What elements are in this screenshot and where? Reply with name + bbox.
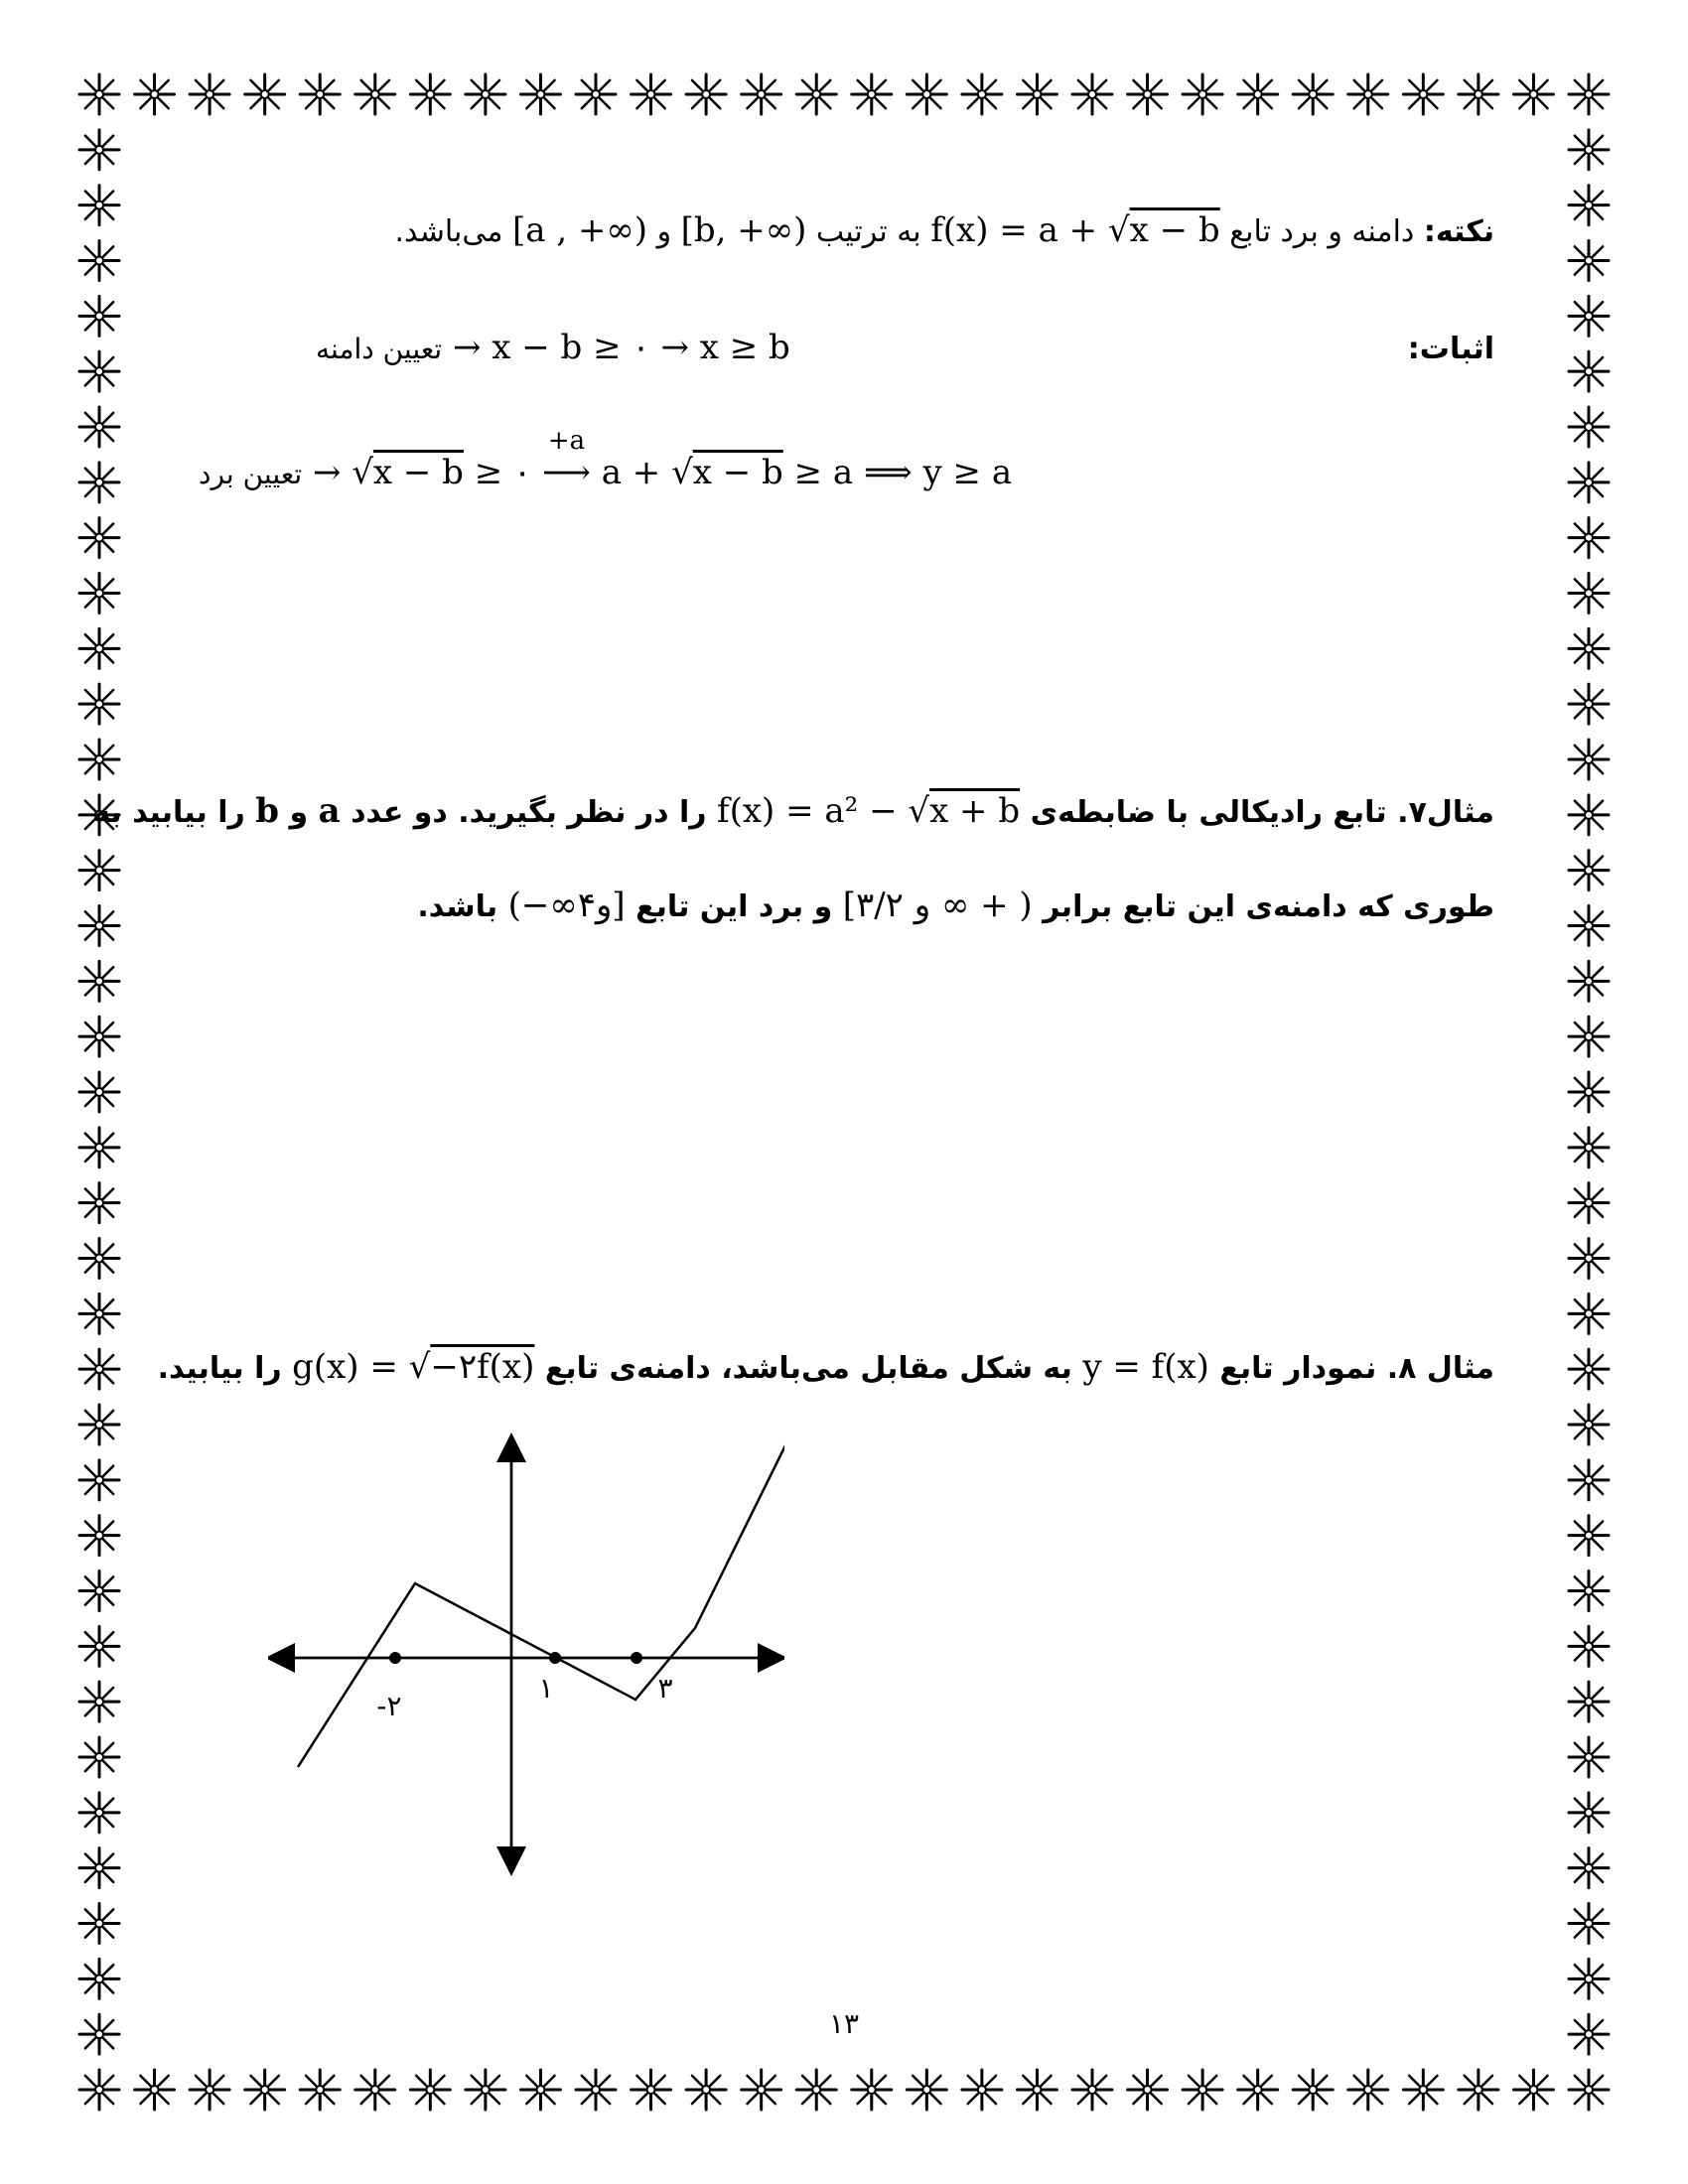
- border-star-icon: [962, 74, 1002, 114]
- border-star-icon: [79, 1294, 119, 1333]
- intercept-point-3: [631, 1652, 642, 1664]
- tick-label-minus-2: -۲: [376, 1690, 402, 1722]
- border-star-icon: [79, 74, 119, 114]
- border-star-icon: [742, 2070, 781, 2110]
- border-star-icon: [1569, 1183, 1609, 1223]
- proof-range-step-1: → √x − b ≥ ۰: [312, 453, 532, 492]
- border-star-icon: [1403, 74, 1443, 114]
- border-star-icon: [1569, 1017, 1609, 1056]
- border-star-icon: [79, 1128, 119, 1167]
- border-star-icon: [1072, 2070, 1112, 2110]
- tick-label-1: ۱: [538, 1672, 554, 1705]
- border-star-icon: [79, 1239, 119, 1279]
- border-star-icon: [632, 2070, 671, 2110]
- proof-label: اثبات:: [1407, 332, 1494, 366]
- border-star-icon: [410, 2070, 450, 2110]
- border-star-icon: [135, 2070, 175, 2110]
- example7-text-4: طوری که دامنه‌ی این تابع برابر: [1043, 889, 1494, 924]
- border-star-icon: [79, 574, 119, 614]
- border-star-icon: [79, 2070, 119, 2110]
- border-star-icon: [1569, 1848, 1609, 1888]
- border-star-icon: [1569, 1405, 1609, 1444]
- border-star-icon: [632, 74, 671, 114]
- border-star-icon: [1569, 74, 1609, 114]
- proof-domain-line: [316, 324, 790, 373]
- border-star-icon: [1183, 74, 1222, 114]
- note-and: و: [656, 214, 672, 249]
- border-star-icon: [576, 2070, 616, 2110]
- border-star-icon: [466, 74, 505, 114]
- border-star-icon: [79, 1349, 119, 1389]
- border-star-icon: [1569, 1294, 1609, 1333]
- border-star-icon: [79, 1793, 119, 1833]
- border-star-icon: [1459, 74, 1498, 114]
- border-star-icon: [79, 740, 119, 779]
- border-star-icon: [1569, 1626, 1609, 1666]
- border-star-icon: [1293, 2070, 1333, 2110]
- example7-var-b: b: [255, 791, 280, 831]
- border-star-icon: [907, 2070, 946, 2110]
- border-star-icon: [79, 186, 119, 225]
- note-domain: [b, +∞): [680, 210, 807, 250]
- border-star-icon: [1569, 130, 1609, 170]
- note-text-3: می‌باشد.: [394, 214, 503, 249]
- border-star-icon: [245, 2070, 285, 2110]
- example7-and: و: [289, 795, 309, 830]
- border-star-icon: [1569, 1904, 1609, 1944]
- border-star-icon: [79, 1571, 119, 1611]
- border-star-icon: [1569, 1571, 1609, 1611]
- intercept-point-minus-2: [389, 1652, 401, 1664]
- note-label: نکته:: [1423, 214, 1494, 249]
- border-star-icon: [1569, 351, 1609, 391]
- border-star-icon: [79, 1183, 119, 1223]
- border-star-icon: [1569, 463, 1609, 502]
- border-star-icon: [79, 1848, 119, 1888]
- example7-text-5: و برد این تابع: [635, 889, 833, 924]
- border-star-icon: [742, 74, 781, 114]
- border-star-icon: [79, 1516, 119, 1556]
- border-star-icon: [79, 1072, 119, 1112]
- example7-line-2: [417, 884, 1494, 929]
- border-star-icon: [79, 351, 119, 391]
- border-star-icon: [1569, 906, 1609, 946]
- example7-formula: f(x) = a² − √x + b: [717, 791, 1021, 831]
- function-curve: [298, 1437, 784, 1767]
- border-star-icon: [907, 74, 946, 114]
- border-star-icon: [686, 74, 726, 114]
- border-star-icon: [466, 2070, 505, 2110]
- border-star-icon: [245, 74, 285, 114]
- border-star-icon: [79, 628, 119, 668]
- border-star-icon: [79, 1405, 119, 1444]
- example8-text-2: به شکل مقابل می‌باشد، دامنه‌ی تابع: [544, 1351, 1072, 1386]
- border-star-icon: [1569, 1793, 1609, 1833]
- border-star-icon: [796, 2070, 836, 2110]
- border-star-icon: [410, 74, 450, 114]
- border-star-icon: [1459, 2070, 1498, 2110]
- border-star-icon: [1569, 1959, 1609, 1998]
- border-star-icon: [576, 74, 616, 114]
- plus-a-label: +a: [547, 426, 586, 456]
- note-formula: f(x) = a + √x − b: [930, 210, 1220, 250]
- border-star-icon: [1569, 628, 1609, 668]
- border-star-icon: [300, 2070, 340, 2110]
- border-star-icon: [1569, 684, 1609, 724]
- example7-text-3: را بیابید به: [92, 795, 245, 830]
- border-star-icon: [1569, 961, 1609, 1001]
- border-star-icon: [79, 684, 119, 724]
- example7-text-6: باشد.: [417, 889, 498, 924]
- border-star-icon: [1569, 1460, 1609, 1500]
- border-star-icon: [1569, 1349, 1609, 1389]
- note-paragraph: [394, 208, 1494, 254]
- example8-text-1: نمودار تابع: [1219, 1351, 1377, 1386]
- border-star-icon: [1072, 74, 1112, 114]
- border-star-icon: [1569, 740, 1609, 779]
- page-number: ۱۳: [828, 2007, 860, 2040]
- border-star-icon: [79, 1017, 119, 1056]
- example8-label: مثال ۸.: [1386, 1351, 1494, 1386]
- note-range: [a , +∞): [511, 210, 648, 250]
- border-star-icon: [1569, 851, 1609, 890]
- border-star-icon: [1513, 2070, 1553, 2110]
- border-star-icon: [796, 74, 836, 114]
- border-star-icon: [1348, 2070, 1388, 2110]
- example7-range: (−∞و۴]: [507, 886, 626, 925]
- border-star-icon: [1403, 2070, 1443, 2110]
- tick-label-3: ۳: [657, 1672, 673, 1705]
- border-star-icon: [1017, 74, 1056, 114]
- border-star-icon: [79, 1682, 119, 1721]
- border-star-icon: [79, 518, 119, 558]
- border-star-icon: [1569, 407, 1609, 447]
- border-star-icon: [1569, 296, 1609, 336]
- border-star-icon: [79, 241, 119, 281]
- border-star-icon: [1128, 2070, 1168, 2110]
- border-star-icon: [852, 2070, 892, 2110]
- border-star-icon: [135, 74, 175, 114]
- border-star-icon: [79, 851, 119, 890]
- border-star-icon: [1569, 241, 1609, 281]
- intercept-point-1: [549, 1652, 561, 1664]
- border-star-icon: [1017, 2070, 1056, 2110]
- border-star-icon: [1128, 74, 1168, 114]
- border-star-icon: [1569, 1128, 1609, 1167]
- function-graph: [268, 1430, 784, 1876]
- proof-domain-word: تعیین دامنه: [316, 333, 443, 365]
- border-star-icon: [962, 2070, 1002, 2110]
- border-star-icon: [1183, 2070, 1222, 2110]
- example8-line: [158, 1345, 1494, 1391]
- border-star-icon: [79, 130, 119, 170]
- border-star-icon: [1569, 2070, 1609, 2110]
- border-star-icon: [686, 2070, 726, 2110]
- note-text-2: به ترتیب: [815, 214, 921, 249]
- border-star-icon: [79, 1737, 119, 1777]
- border-star-icon: [355, 74, 395, 114]
- border-star-icon: [1513, 74, 1553, 114]
- border-star-icon: [1238, 74, 1278, 114]
- border-star-icon: [1569, 1239, 1609, 1279]
- border-star-icon: [1569, 574, 1609, 614]
- border-star-icon: [1569, 1737, 1609, 1777]
- border-star-icon: [520, 74, 560, 114]
- border-star-icon: [1569, 1682, 1609, 1721]
- border-star-icon: [1348, 74, 1388, 114]
- border-star-icon: [79, 906, 119, 946]
- border-star-icon: [190, 2070, 229, 2110]
- proof-domain-step: → x − b ≥ ۰ → x ≥ b: [452, 328, 790, 367]
- border-star-icon: [300, 74, 340, 114]
- border-star-icon: [1569, 518, 1609, 558]
- border-star-icon: [79, 463, 119, 502]
- proof-range-step-2: a + √x − b ≥ a ⟹ y ≥ a: [601, 453, 1013, 492]
- border-star-icon: [1569, 1516, 1609, 1556]
- border-star-icon: [79, 961, 119, 1001]
- proof-range-word: تعیین برد: [199, 458, 303, 490]
- border-star-icon: [355, 2070, 395, 2110]
- border-star-icon: [1569, 795, 1609, 835]
- example8-formula: g(x) = √−۲f(x): [292, 1347, 535, 1387]
- proof-range-line: [199, 426, 1013, 498]
- border-star-icon: [79, 1959, 119, 1998]
- border-star-icon: [79, 296, 119, 336]
- example8-func: y = f(x): [1082, 1347, 1209, 1387]
- example7-text-2: را در نظر بگیرید. دو عدد: [351, 795, 707, 830]
- border-star-icon: [852, 74, 892, 114]
- border-star-icon: [190, 74, 229, 114]
- example8-text-3: را بیابید.: [157, 1351, 282, 1386]
- border-star-icon: [1293, 74, 1333, 114]
- border-star-icon: [1238, 2070, 1278, 2110]
- border-star-icon: [520, 2070, 560, 2110]
- border-star-icon: [79, 407, 119, 447]
- example7-label: مثال۷.: [1397, 795, 1494, 830]
- border-star-icon: [1569, 186, 1609, 225]
- example7-domain: [۳/۲ و ∞ + ): [842, 886, 1033, 925]
- example7-line-1: [92, 789, 1494, 835]
- example7-var-a: a: [318, 791, 341, 831]
- border-star-icon: [1569, 1072, 1609, 1112]
- example7-text-1: تابع رادیکالی با ضابطه‌ی: [1030, 795, 1387, 830]
- border-star-icon: [79, 1460, 119, 1500]
- plus-a-arrow: +a ⟶: [542, 449, 591, 496]
- note-text-1: دامنه و برد تابع: [1229, 214, 1415, 249]
- border-star-icon: [79, 1626, 119, 1666]
- border-star-icon: [79, 1904, 119, 1944]
